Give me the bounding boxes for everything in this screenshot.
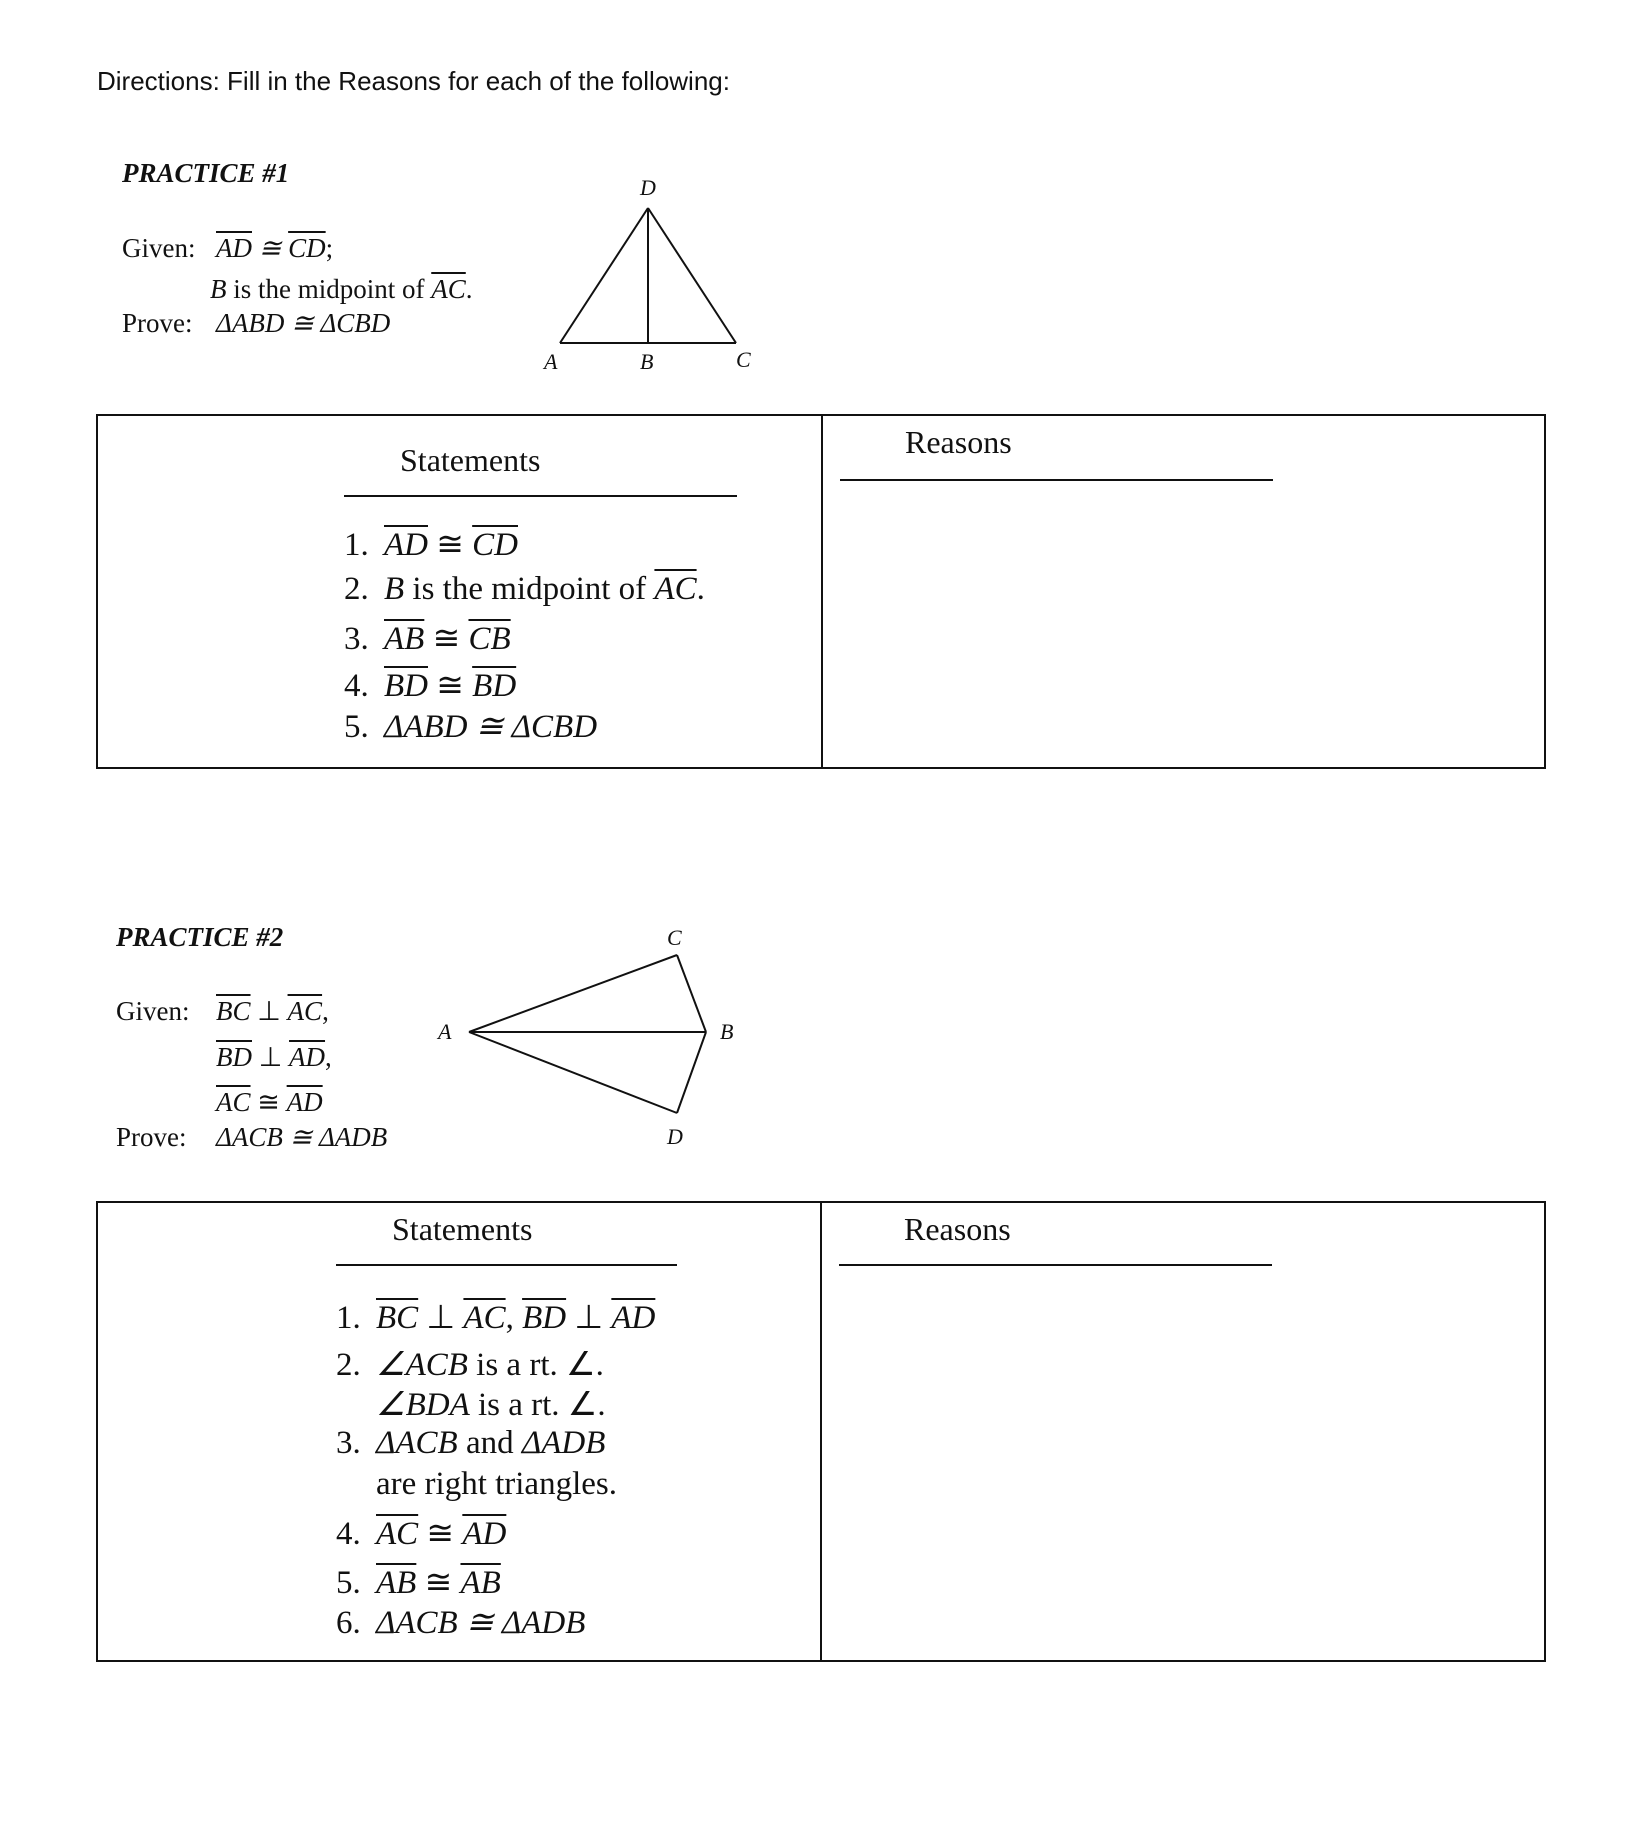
p1-given-2 [210,274,473,305]
p1-label-c: C [736,347,751,372]
p2-proof-table [96,1201,1546,1662]
p2-reasons-header: Reasons [904,1211,1011,1247]
p2-side-ad [469,1032,677,1113]
p1-given-2-var: B [210,274,227,304]
p2-statement-1-seg-b: $\overline{AC}$ [463,1300,506,1336]
p1-given-1-seg-b: $\overline{CD}$ [288,233,326,263]
p2-side-bd [677,1032,706,1113]
p1-given-2-tail: . [465,274,473,304]
p2-label-c: C [667,925,682,950]
p1-given-1-op: ≅ [252,233,289,263]
p2-statement-1-op-1: ⊥ [418,1300,464,1336]
p1-statement-3-op: ≅ [424,621,469,657]
p2-statement-3a-and: and [457,1425,522,1461]
p2-statement-6-number: 6. [336,1605,361,1641]
p2-statements-header: Statements [392,1211,533,1247]
p2-statement-1 [336,1297,655,1337]
p2-given-2 [216,1042,332,1073]
p2-side-ac [469,955,677,1032]
p1-given-1-tail: ; [325,233,334,263]
p1-statement-1-seg-a: $\overline{AD}$ [384,527,428,563]
p1-statement-2-number: 2. [344,571,369,607]
p2-given-1-op: ⊥ [250,996,288,1026]
p2-statement-5-seg-b: $\overline{AB}$ [460,1565,501,1601]
p2-given-3-op: ≅ [250,1087,287,1117]
p2-kite-diagram [430,915,760,1160]
p1-given-2-text: is the midpoint of [226,274,432,304]
p2-statement-1-seg-c: $\overline{BD}$ [522,1300,567,1336]
p1-prove: ΔABD ≅ ΔCBD [216,308,391,338]
p1-given-2-seg: $\overline{AC}$ [431,274,466,304]
p2-statement-1-op-2: ⊥ [566,1300,612,1336]
p2-statement-4 [336,1513,506,1553]
p2-side-cb [677,955,706,1032]
p2-given-2-tail: , [325,1042,332,1072]
p2-given-1-seg-b: $\overline{AC}$ [287,996,323,1026]
p2-prove: ΔACB ≅ ΔADB [216,1122,388,1152]
p2-reasons-underline [839,1264,1272,1266]
p2-given-3-seg-a: $\overline{AC}$ [216,1087,251,1117]
p1-column-divider [821,416,823,767]
p1-triangle-diagram [530,170,770,380]
p2-statement-5-number: 5. [336,1565,361,1601]
p2-statement-2a-angle: ∠ACB [376,1347,468,1383]
p2-statement-4-seg-b: $\overline{AD}$ [462,1516,507,1552]
p2-given-3 [216,1087,323,1118]
p2-given-2-op: ⊥ [252,1042,290,1072]
p1-statement-2-seg: $\overline{AC}$ [654,571,697,607]
p2-statement-2a-text: is a rt. ∠. [467,1347,604,1383]
p2-statement-1-separator: , [505,1300,523,1336]
p1-statement-4 [344,665,516,705]
p2-column-divider [820,1203,822,1660]
p2-given-1-seg-a: $\overline{BC}$ [216,996,251,1026]
p2-statement-5-op: ≅ [416,1565,461,1601]
p2-statement-6 [336,1602,585,1642]
p2-given-3-seg-b: $\overline{AD}$ [286,1087,323,1117]
p2-statement-2b-text: is a rt. ∠. [469,1387,606,1423]
p2-statement-3b: are right triangles. [376,1466,617,1502]
p1-statement-1-op: ≅ [428,527,473,563]
p1-statement-2-text: is the midpoint of [404,571,655,607]
p2-label-d: D [667,1124,683,1149]
p2-statement-1-seg-a: $\overline{BC}$ [376,1300,419,1336]
p2-statement-4-op: ≅ [418,1516,463,1552]
p2-statement-3a-tri-2: ΔADB [521,1425,606,1461]
p1-statement-1 [344,524,518,564]
p2-statement-3a-tri-1: ΔACB [376,1425,458,1461]
p2-statement-5 [336,1562,501,1602]
p2-statement-4-number: 4. [336,1516,361,1552]
p1-statement-3-seg-a: $\overline{AB}$ [384,621,425,657]
p1-statement-5 [344,706,597,746]
p1-statement-2-tail: . [696,571,705,607]
p2-statement-3-number: 3. [336,1425,361,1461]
p1-statement-1-number: 1. [344,527,369,563]
p1-prove-label: Prove: [122,308,193,338]
p1-statement-3-number: 3. [344,621,369,657]
p2-label-a: A [438,1019,452,1044]
p1-statement-4-op: ≅ [428,668,473,704]
practice-1-title: PRACTICE #1 [122,158,290,188]
p1-statement-4-seg-a: $\overline{BD}$ [384,668,428,704]
p2-statement-6-text: ΔACB ≅ ΔADB [376,1605,586,1641]
p1-label-a: A [544,349,558,374]
p1-statement-2-var: B [384,571,405,607]
p1-reasons-underline [840,479,1273,481]
p1-given-label: Given: [122,233,196,263]
p1-label-d: D [640,175,656,200]
p2-statements-underline [336,1264,677,1266]
practice-2-title: PRACTICE #2 [116,922,284,952]
p1-label-b: B [640,349,654,374]
p2-statement-5-seg-a: $\overline{AB}$ [376,1565,417,1601]
p1-statement-1-seg-b: $\overline{CD}$ [472,527,518,563]
p1-statement-5-number: 5. [344,709,369,745]
p1-statement-4-seg-b: $\overline{BD}$ [472,668,517,704]
p2-given-2-seg-a: $\overline{BD}$ [216,1042,252,1072]
p1-statements-header: Statements [400,442,541,478]
p2-prove-label: Prove: [116,1122,187,1152]
p2-statement-3a [336,1425,605,1462]
p2-given-label: Given: [116,996,190,1026]
p1-statement-3 [344,618,511,658]
p1-side-ad [560,208,648,343]
p2-given-1-tail: , [322,996,329,1026]
p2-statement-2b-angle: ∠BDA [376,1387,470,1423]
p2-statement-1-seg-d: $\overline{AD}$ [611,1300,656,1336]
p2-statement-2b [376,1384,606,1424]
p1-given-1 [216,233,333,264]
p2-statement-2a [336,1344,604,1384]
p1-statements-underline [344,495,737,497]
directions-text: Directions: Fill in the Reasons for each of the following: [97,66,730,96]
p1-statement-5-text: ΔABD ≅ ΔCBD [384,709,598,745]
p1-side-dc [648,208,736,343]
p2-statement-1-number: 1. [336,1300,361,1336]
p1-given-1-seg-a: $\overline{AD}$ [216,233,252,263]
p2-given-1 [216,996,329,1027]
p1-proof-table [96,414,1546,769]
p1-statement-2 [344,571,705,608]
p2-label-b: B [720,1019,734,1044]
p2-given-2-seg-b: $\overline{AD}$ [289,1042,326,1072]
p1-reasons-header: Reasons [905,424,1012,460]
p1-statement-4-number: 4. [344,668,369,704]
p1-statement-3-seg-b: $\overline{CB}$ [468,621,511,657]
p2-statement-2-number: 2. [336,1347,361,1383]
p2-statement-4-seg-a: $\overline{AC}$ [376,1516,419,1552]
